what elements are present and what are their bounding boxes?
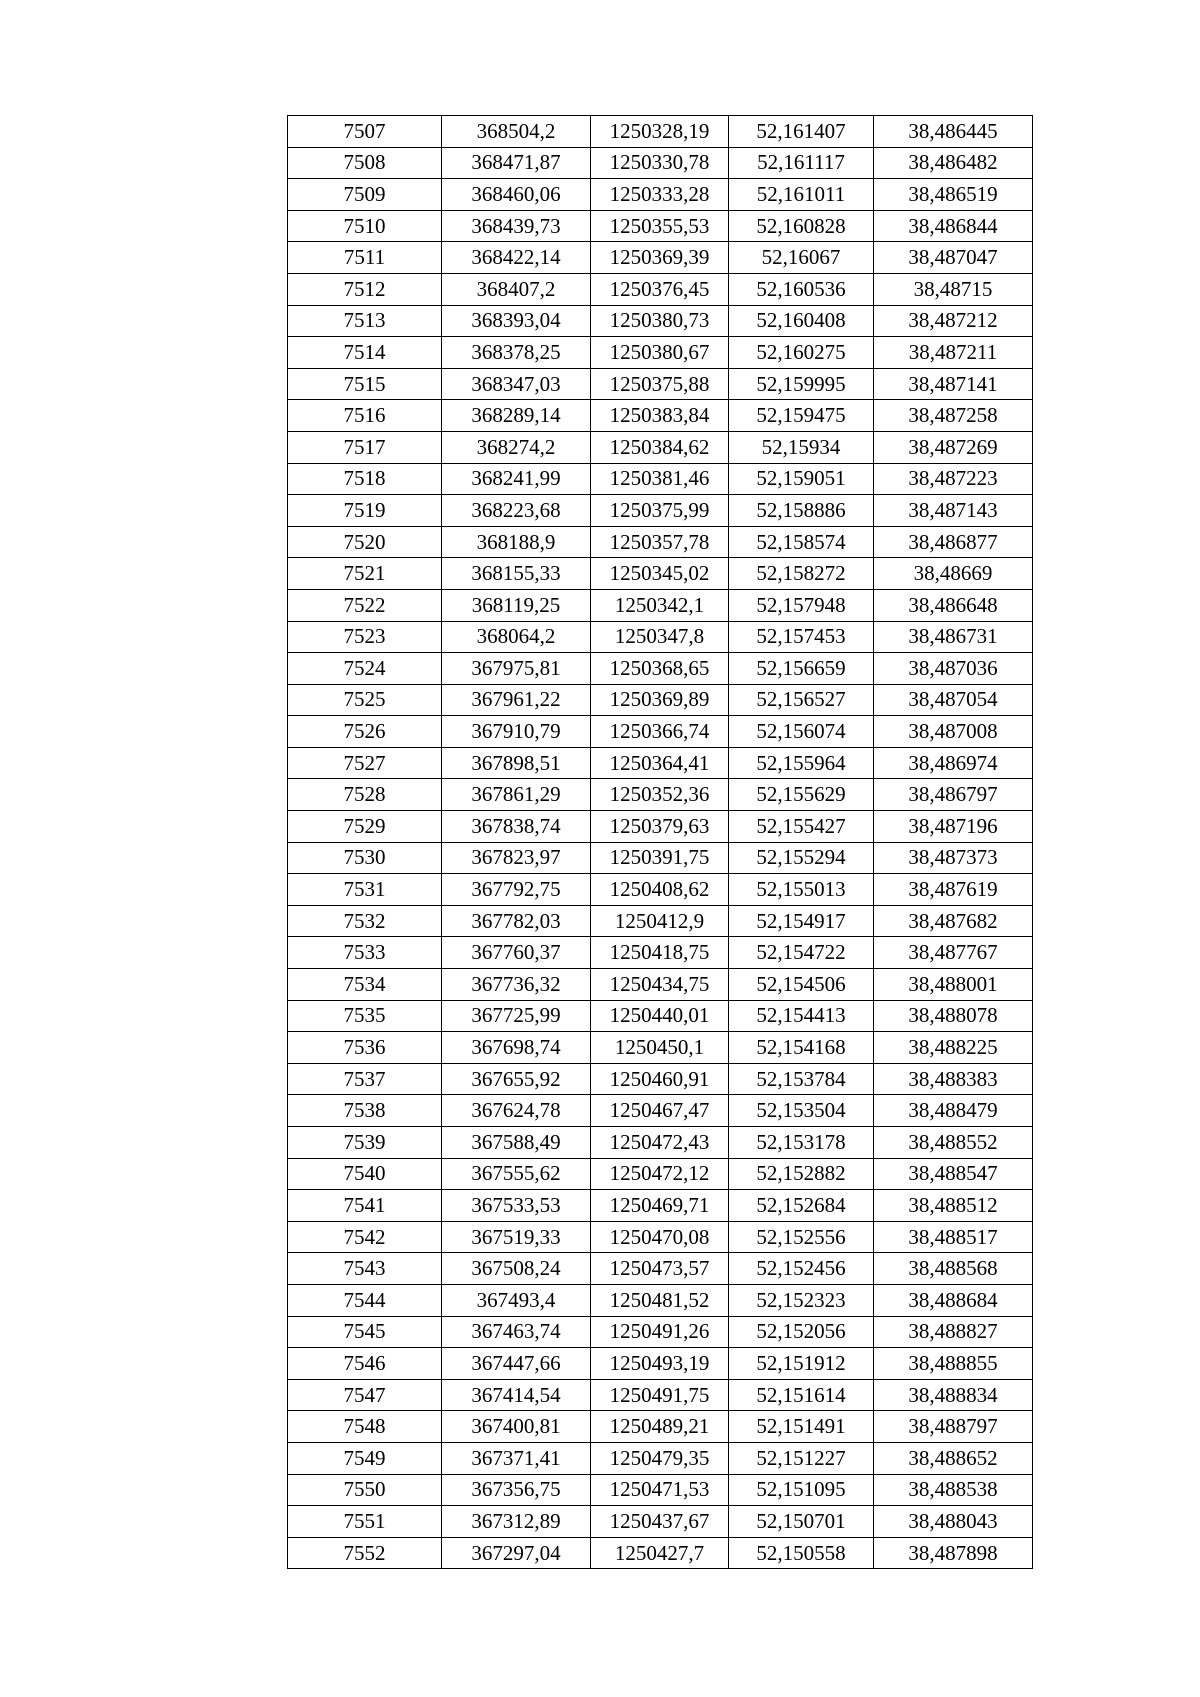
- x-coordinate-cell: 367655,92: [442, 1063, 591, 1095]
- table-row: [288, 621, 1033, 653]
- point-number-cell: 7531: [288, 874, 442, 906]
- longitude-cell: 38,488568: [874, 1253, 1033, 1285]
- y-coordinate-cell: 1250375,88: [591, 368, 729, 400]
- longitude-cell: 38,488383: [874, 1063, 1033, 1095]
- latitude-cell: 52,158574: [729, 526, 874, 558]
- table-row: [288, 495, 1033, 527]
- longitude-cell: 38,488547: [874, 1158, 1033, 1190]
- point-number-cell: 7517: [288, 431, 442, 463]
- y-coordinate-cell: 1250328,19: [591, 116, 729, 148]
- longitude-cell: 38,487036: [874, 653, 1033, 685]
- table-row: [288, 400, 1033, 432]
- longitude-cell: 38,486797: [874, 779, 1033, 811]
- longitude-cell: 38,488552: [874, 1127, 1033, 1159]
- x-coordinate-cell: 367725,99: [442, 1000, 591, 1032]
- x-coordinate-cell: 368471,87: [442, 147, 591, 179]
- latitude-cell: 52,155294: [729, 842, 874, 874]
- y-coordinate-cell: 1250376,45: [591, 273, 729, 305]
- table-row: [288, 779, 1033, 811]
- x-coordinate-cell: 367792,75: [442, 874, 591, 906]
- table-row: [288, 337, 1033, 369]
- y-coordinate-cell: 1250491,75: [591, 1379, 729, 1411]
- longitude-cell: 38,486648: [874, 589, 1033, 621]
- latitude-cell: 52,158886: [729, 495, 874, 527]
- longitude-cell: 38,488855: [874, 1348, 1033, 1380]
- latitude-cell: 52,153178: [729, 1127, 874, 1159]
- latitude-cell: 52,154917: [729, 905, 874, 937]
- y-coordinate-cell: 1250472,12: [591, 1158, 729, 1190]
- x-coordinate-cell: 367463,74: [442, 1316, 591, 1348]
- x-coordinate-cell: 367823,97: [442, 842, 591, 874]
- longitude-cell: 38,487619: [874, 874, 1033, 906]
- table-row: [288, 558, 1033, 590]
- table-row: [288, 1253, 1033, 1285]
- point-number-cell: 7529: [288, 811, 442, 843]
- y-coordinate-cell: 1250384,62: [591, 431, 729, 463]
- y-coordinate-cell: 1250368,65: [591, 653, 729, 685]
- latitude-cell: 52,160536: [729, 273, 874, 305]
- y-coordinate-cell: 1250357,78: [591, 526, 729, 558]
- point-number-cell: 7545: [288, 1316, 442, 1348]
- x-coordinate-cell: 367961,22: [442, 684, 591, 716]
- longitude-cell: 38,488538: [874, 1474, 1033, 1506]
- table-row: [288, 1316, 1033, 1348]
- x-coordinate-cell: 367760,37: [442, 937, 591, 969]
- point-number-cell: 7512: [288, 273, 442, 305]
- table-row: [288, 937, 1033, 969]
- latitude-cell: 52,154506: [729, 969, 874, 1001]
- point-number-cell: 7532: [288, 905, 442, 937]
- y-coordinate-cell: 1250379,63: [591, 811, 729, 843]
- point-number-cell: 7510: [288, 210, 442, 242]
- table-row: [288, 1063, 1033, 1095]
- point-number-cell: 7546: [288, 1348, 442, 1380]
- latitude-cell: 52,155964: [729, 747, 874, 779]
- point-number-cell: 7515: [288, 368, 442, 400]
- y-coordinate-cell: 1250469,71: [591, 1190, 729, 1222]
- x-coordinate-cell: 367447,66: [442, 1348, 591, 1380]
- longitude-cell: 38,486731: [874, 621, 1033, 653]
- x-coordinate-cell: 367493,4: [442, 1284, 591, 1316]
- x-coordinate-cell: 367838,74: [442, 811, 591, 843]
- longitude-cell: 38,487008: [874, 716, 1033, 748]
- table-row: [288, 1032, 1033, 1064]
- x-coordinate-cell: 367519,33: [442, 1221, 591, 1253]
- table-row: [288, 1474, 1033, 1506]
- point-number-cell: 7535: [288, 1000, 442, 1032]
- longitude-cell: 38,488797: [874, 1411, 1033, 1443]
- y-coordinate-cell: 1250391,75: [591, 842, 729, 874]
- latitude-cell: 52,154722: [729, 937, 874, 969]
- coordinates-table: [287, 115, 1033, 1569]
- point-number-cell: 7542: [288, 1221, 442, 1253]
- y-coordinate-cell: 1250473,57: [591, 1253, 729, 1285]
- point-number-cell: 7507: [288, 116, 442, 148]
- latitude-cell: 52,159995: [729, 368, 874, 400]
- x-coordinate-cell: 368223,68: [442, 495, 591, 527]
- y-coordinate-cell: 1250437,67: [591, 1506, 729, 1538]
- latitude-cell: 52,150701: [729, 1506, 874, 1538]
- y-coordinate-cell: 1250380,73: [591, 305, 729, 337]
- y-coordinate-cell: 1250481,52: [591, 1284, 729, 1316]
- longitude-cell: 38,487258: [874, 400, 1033, 432]
- x-coordinate-cell: 368347,03: [442, 368, 591, 400]
- x-coordinate-cell: 367910,79: [442, 716, 591, 748]
- y-coordinate-cell: 1250472,43: [591, 1127, 729, 1159]
- point-number-cell: 7524: [288, 653, 442, 685]
- table-row: [288, 969, 1033, 1001]
- longitude-cell: 38,487898: [874, 1537, 1033, 1569]
- table-row: [288, 1000, 1033, 1032]
- x-coordinate-cell: 367297,04: [442, 1537, 591, 1569]
- latitude-cell: 52,156074: [729, 716, 874, 748]
- latitude-cell: 52,157948: [729, 589, 874, 621]
- longitude-cell: 38,487373: [874, 842, 1033, 874]
- point-number-cell: 7508: [288, 147, 442, 179]
- table-row: [288, 179, 1033, 211]
- y-coordinate-cell: 1250345,02: [591, 558, 729, 590]
- x-coordinate-cell: 368188,9: [442, 526, 591, 558]
- longitude-cell: 38,488834: [874, 1379, 1033, 1411]
- latitude-cell: 52,153504: [729, 1095, 874, 1127]
- y-coordinate-cell: 1250347,8: [591, 621, 729, 653]
- point-number-cell: 7530: [288, 842, 442, 874]
- latitude-cell: 52,154168: [729, 1032, 874, 1064]
- y-coordinate-cell: 1250355,53: [591, 210, 729, 242]
- latitude-cell: 52,160408: [729, 305, 874, 337]
- x-coordinate-cell: 367371,41: [442, 1442, 591, 1474]
- longitude-cell: 38,488078: [874, 1000, 1033, 1032]
- table-row: [288, 747, 1033, 779]
- table-row: [288, 1158, 1033, 1190]
- y-coordinate-cell: 1250408,62: [591, 874, 729, 906]
- y-coordinate-cell: 1250489,21: [591, 1411, 729, 1443]
- longitude-cell: 38,487767: [874, 937, 1033, 969]
- longitude-cell: 38,486519: [874, 179, 1033, 211]
- x-coordinate-cell: 367533,53: [442, 1190, 591, 1222]
- point-number-cell: 7520: [288, 526, 442, 558]
- table-row: [288, 463, 1033, 495]
- latitude-cell: 52,152684: [729, 1190, 874, 1222]
- x-coordinate-cell: 367400,81: [442, 1411, 591, 1443]
- latitude-cell: 52,151614: [729, 1379, 874, 1411]
- y-coordinate-cell: 1250381,46: [591, 463, 729, 495]
- table-row: [288, 526, 1033, 558]
- longitude-cell: 38,488652: [874, 1442, 1033, 1474]
- latitude-cell: 52,155013: [729, 874, 874, 906]
- point-number-cell: 7514: [288, 337, 442, 369]
- latitude-cell: 52,151912: [729, 1348, 874, 1380]
- latitude-cell: 52,161011: [729, 179, 874, 211]
- point-number-cell: 7533: [288, 937, 442, 969]
- longitude-cell: 38,487212: [874, 305, 1033, 337]
- latitude-cell: 52,155629: [729, 779, 874, 811]
- point-number-cell: 7519: [288, 495, 442, 527]
- table-row: [288, 1221, 1033, 1253]
- table-row: [288, 1190, 1033, 1222]
- latitude-cell: 52,151227: [729, 1442, 874, 1474]
- latitude-cell: 52,151491: [729, 1411, 874, 1443]
- table-row: [288, 1379, 1033, 1411]
- point-number-cell: 7543: [288, 1253, 442, 1285]
- table-row: [288, 1284, 1033, 1316]
- point-number-cell: 7549: [288, 1442, 442, 1474]
- y-coordinate-cell: 1250434,75: [591, 969, 729, 1001]
- y-coordinate-cell: 1250479,35: [591, 1442, 729, 1474]
- point-number-cell: 7521: [288, 558, 442, 590]
- x-coordinate-cell: 367861,29: [442, 779, 591, 811]
- point-number-cell: 7509: [288, 179, 442, 211]
- latitude-cell: 52,152556: [729, 1221, 874, 1253]
- x-coordinate-cell: 367782,03: [442, 905, 591, 937]
- y-coordinate-cell: 1250364,41: [591, 747, 729, 779]
- table-row: [288, 147, 1033, 179]
- longitude-cell: 38,487682: [874, 905, 1033, 937]
- point-number-cell: 7541: [288, 1190, 442, 1222]
- latitude-cell: 52,16067: [729, 242, 874, 274]
- point-number-cell: 7518: [288, 463, 442, 495]
- point-number-cell: 7548: [288, 1411, 442, 1443]
- longitude-cell: 38,488479: [874, 1095, 1033, 1127]
- x-coordinate-cell: 367975,81: [442, 653, 591, 685]
- latitude-cell: 52,152882: [729, 1158, 874, 1190]
- latitude-cell: 52,160275: [729, 337, 874, 369]
- y-coordinate-cell: 1250427,7: [591, 1537, 729, 1569]
- point-number-cell: 7537: [288, 1063, 442, 1095]
- longitude-cell: 38,488684: [874, 1284, 1033, 1316]
- longitude-cell: 38,487196: [874, 811, 1033, 843]
- longitude-cell: 38,487143: [874, 495, 1033, 527]
- longitude-cell: 38,488225: [874, 1032, 1033, 1064]
- x-coordinate-cell: 367588,49: [442, 1127, 591, 1159]
- point-number-cell: 7511: [288, 242, 442, 274]
- longitude-cell: 38,487047: [874, 242, 1033, 274]
- x-coordinate-cell: 368393,04: [442, 305, 591, 337]
- latitude-cell: 52,153784: [729, 1063, 874, 1095]
- y-coordinate-cell: 1250460,91: [591, 1063, 729, 1095]
- point-number-cell: 7526: [288, 716, 442, 748]
- longitude-cell: 38,487141: [874, 368, 1033, 400]
- longitude-cell: 38,488001: [874, 969, 1033, 1001]
- x-coordinate-cell: 368378,25: [442, 337, 591, 369]
- y-coordinate-cell: 1250380,67: [591, 337, 729, 369]
- longitude-cell: 38,486844: [874, 210, 1033, 242]
- longitude-cell: 38,48715: [874, 273, 1033, 305]
- table-row: [288, 874, 1033, 906]
- x-coordinate-cell: 368119,25: [442, 589, 591, 621]
- x-coordinate-cell: 368504,2: [442, 116, 591, 148]
- x-coordinate-cell: 368439,73: [442, 210, 591, 242]
- latitude-cell: 52,161117: [729, 147, 874, 179]
- x-coordinate-cell: 367508,24: [442, 1253, 591, 1285]
- point-number-cell: 7540: [288, 1158, 442, 1190]
- longitude-cell: 38,486877: [874, 526, 1033, 558]
- y-coordinate-cell: 1250333,28: [591, 179, 729, 211]
- y-coordinate-cell: 1250342,1: [591, 589, 729, 621]
- y-coordinate-cell: 1250375,99: [591, 495, 729, 527]
- table-row: [288, 589, 1033, 621]
- longitude-cell: 38,48669: [874, 558, 1033, 590]
- latitude-cell: 52,157453: [729, 621, 874, 653]
- x-coordinate-cell: 367414,54: [442, 1379, 591, 1411]
- point-number-cell: 7536: [288, 1032, 442, 1064]
- longitude-cell: 38,488512: [874, 1190, 1033, 1222]
- coordinates-table-body: [288, 116, 1033, 1569]
- table-row: [288, 842, 1033, 874]
- point-number-cell: 7525: [288, 684, 442, 716]
- y-coordinate-cell: 1250467,47: [591, 1095, 729, 1127]
- point-number-cell: 7534: [288, 969, 442, 1001]
- table-row: [288, 1127, 1033, 1159]
- x-coordinate-cell: 367898,51: [442, 747, 591, 779]
- latitude-cell: 52,155427: [729, 811, 874, 843]
- table-row: [288, 1537, 1033, 1569]
- latitude-cell: 52,158272: [729, 558, 874, 590]
- latitude-cell: 52,161407: [729, 116, 874, 148]
- table-row: [288, 210, 1033, 242]
- point-number-cell: 7539: [288, 1127, 442, 1159]
- point-number-cell: 7516: [288, 400, 442, 432]
- point-number-cell: 7538: [288, 1095, 442, 1127]
- table-row: [288, 305, 1033, 337]
- latitude-cell: 52,154413: [729, 1000, 874, 1032]
- table-row: [288, 273, 1033, 305]
- table-row: [288, 684, 1033, 716]
- x-coordinate-cell: 368407,2: [442, 273, 591, 305]
- table-row: [288, 1442, 1033, 1474]
- longitude-cell: 38,487269: [874, 431, 1033, 463]
- x-coordinate-cell: 367736,32: [442, 969, 591, 1001]
- point-number-cell: 7523: [288, 621, 442, 653]
- latitude-cell: 52,160828: [729, 210, 874, 242]
- latitude-cell: 52,156659: [729, 653, 874, 685]
- longitude-cell: 38,488517: [874, 1221, 1033, 1253]
- x-coordinate-cell: 367356,75: [442, 1474, 591, 1506]
- point-number-cell: 7528: [288, 779, 442, 811]
- table-row: [288, 1095, 1033, 1127]
- latitude-cell: 52,151095: [729, 1474, 874, 1506]
- point-number-cell: 7547: [288, 1379, 442, 1411]
- y-coordinate-cell: 1250383,84: [591, 400, 729, 432]
- y-coordinate-cell: 1250471,53: [591, 1474, 729, 1506]
- point-number-cell: 7544: [288, 1284, 442, 1316]
- y-coordinate-cell: 1250352,36: [591, 779, 729, 811]
- longitude-cell: 38,487223: [874, 463, 1033, 495]
- y-coordinate-cell: 1250330,78: [591, 147, 729, 179]
- longitude-cell: 38,488827: [874, 1316, 1033, 1348]
- latitude-cell: 52,152323: [729, 1284, 874, 1316]
- y-coordinate-cell: 1250491,26: [591, 1316, 729, 1348]
- y-coordinate-cell: 1250440,01: [591, 1000, 729, 1032]
- y-coordinate-cell: 1250450,1: [591, 1032, 729, 1064]
- point-number-cell: 7522: [288, 589, 442, 621]
- y-coordinate-cell: 1250366,74: [591, 716, 729, 748]
- latitude-cell: 52,152056: [729, 1316, 874, 1348]
- point-number-cell: 7527: [288, 747, 442, 779]
- table-row: [288, 242, 1033, 274]
- longitude-cell: 38,487054: [874, 684, 1033, 716]
- table-row: [288, 1411, 1033, 1443]
- point-number-cell: 7513: [288, 305, 442, 337]
- point-number-cell: 7552: [288, 1537, 442, 1569]
- longitude-cell: 38,486445: [874, 116, 1033, 148]
- point-number-cell: 7550: [288, 1474, 442, 1506]
- x-coordinate-cell: 367624,78: [442, 1095, 591, 1127]
- x-coordinate-cell: 368064,2: [442, 621, 591, 653]
- table-row: [288, 905, 1033, 937]
- table-row: [288, 1506, 1033, 1538]
- x-coordinate-cell: 368460,06: [442, 179, 591, 211]
- table-row: [288, 116, 1033, 148]
- longitude-cell: 38,486974: [874, 747, 1033, 779]
- latitude-cell: 52,159475: [729, 400, 874, 432]
- latitude-cell: 52,152456: [729, 1253, 874, 1285]
- latitude-cell: 52,15934: [729, 431, 874, 463]
- table-row: [288, 716, 1033, 748]
- x-coordinate-cell: 367312,89: [442, 1506, 591, 1538]
- longitude-cell: 38,488043: [874, 1506, 1033, 1538]
- x-coordinate-cell: 368422,14: [442, 242, 591, 274]
- table-row: [288, 368, 1033, 400]
- longitude-cell: 38,486482: [874, 147, 1033, 179]
- latitude-cell: 52,150558: [729, 1537, 874, 1569]
- table-row: [288, 431, 1033, 463]
- x-coordinate-cell: 368289,14: [442, 400, 591, 432]
- point-number-cell: 7551: [288, 1506, 442, 1538]
- x-coordinate-cell: 367555,62: [442, 1158, 591, 1190]
- x-coordinate-cell: 368241,99: [442, 463, 591, 495]
- latitude-cell: 52,159051: [729, 463, 874, 495]
- y-coordinate-cell: 1250418,75: [591, 937, 729, 969]
- y-coordinate-cell: 1250493,19: [591, 1348, 729, 1380]
- table-row: [288, 653, 1033, 685]
- x-coordinate-cell: 368274,2: [442, 431, 591, 463]
- y-coordinate-cell: 1250369,39: [591, 242, 729, 274]
- x-coordinate-cell: 368155,33: [442, 558, 591, 590]
- y-coordinate-cell: 1250470,08: [591, 1221, 729, 1253]
- table-row: [288, 1348, 1033, 1380]
- table-row: [288, 811, 1033, 843]
- y-coordinate-cell: 1250369,89: [591, 684, 729, 716]
- longitude-cell: 38,487211: [874, 337, 1033, 369]
- x-coordinate-cell: 367698,74: [442, 1032, 591, 1064]
- latitude-cell: 52,156527: [729, 684, 874, 716]
- y-coordinate-cell: 1250412,9: [591, 905, 729, 937]
